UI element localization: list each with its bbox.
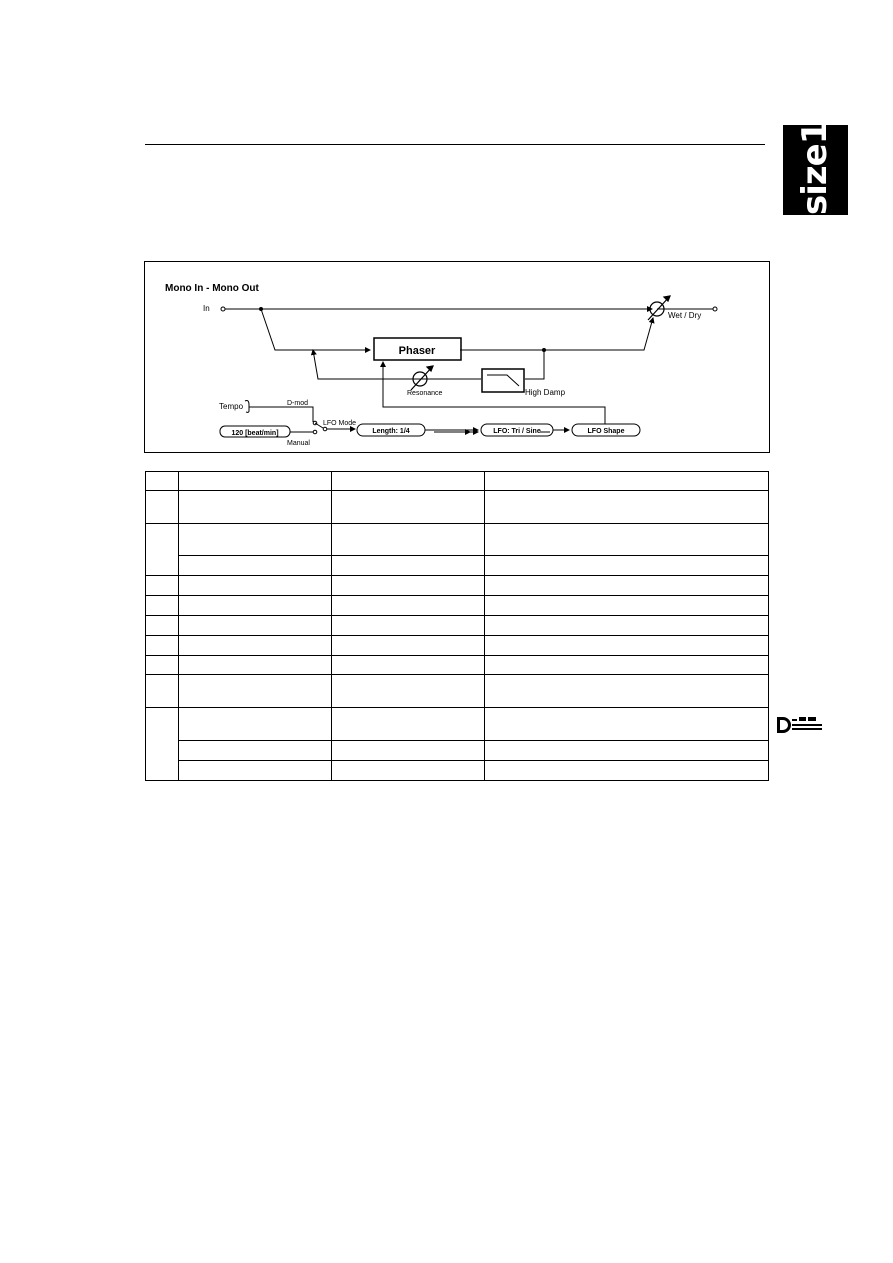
diagram-title: Mono In - Mono Out [165,283,259,294]
high-damp-filter-block [482,369,524,392]
table-cell [146,472,179,491]
table-row [146,741,769,761]
dmod-label: D-mod [287,400,309,407]
table-cell [485,576,769,596]
table-row [146,708,769,741]
table-row [146,491,769,524]
table-cell [178,524,331,556]
table-cell [178,556,331,576]
output-terminal [713,307,717,311]
table-cell [331,596,485,616]
table-cell [331,472,485,491]
feedback-tap-line [525,350,544,379]
in-label: In [203,304,210,313]
block-diagram [144,261,770,453]
lfo-wave-label: LFO: Tri / Sine [493,428,541,435]
table-cell [178,491,331,524]
table-row [146,761,769,781]
tempo-note-icon [245,401,249,413]
table-cell [331,616,485,636]
table-row [146,675,769,708]
table-cell [331,576,485,596]
table-cell [331,761,485,781]
table-row [146,576,769,596]
wet-dry-label: Wet / Dry [668,311,702,320]
table-cell [331,636,485,656]
table-row [146,616,769,636]
table-cell [331,556,485,576]
table-cell [485,761,769,781]
table-cell [146,616,179,636]
table-cell [178,472,331,491]
side-tab [783,121,848,215]
table-cell [331,491,485,524]
table-cell [178,675,331,708]
lfo-mode-label: LFO Mode [323,420,357,427]
parameter-table [145,471,769,781]
wet-dry-knob-icon [648,296,670,320]
dmod-logo-icon [776,716,824,734]
table-cell [485,616,769,636]
lfo-shape-label: LFO Shape [587,428,625,435]
table-cell [485,524,769,556]
phaser-input-line [261,309,370,350]
table-cell [485,741,769,761]
table-cell [331,656,485,675]
table-cell [331,675,485,708]
table-cell [485,491,769,524]
table-cell [146,596,179,616]
table-cell [178,741,331,761]
table-cell [331,708,485,741]
bpm-label: 120 [beat/min] [231,430,279,437]
feedback-node [542,348,546,352]
table-cell [485,596,769,616]
table-row [146,556,769,576]
table-cell [146,675,179,708]
table-cell [146,576,179,596]
table-cell [146,491,179,524]
table-cell [146,708,179,781]
table-row [146,656,769,675]
signal-flow-svg [145,262,771,454]
tempo-label: Tempo [219,402,244,411]
table-cell [146,524,179,576]
table-cell [146,636,179,656]
table-row [146,472,769,491]
table-cell [178,636,331,656]
high-damp-label: High Damp [525,388,566,397]
table-cell [178,576,331,596]
table-cell [485,708,769,741]
table-cell [485,675,769,708]
phaser-label: Phaser [398,345,436,357]
resonance-knob-icon [411,366,433,390]
table-cell [485,472,769,491]
side-tab-label: size1 [795,121,835,215]
table-row [146,524,769,556]
header-rule [145,144,765,145]
table-row [146,636,769,656]
feedback-return-line [313,350,481,379]
input-terminal [221,307,225,311]
table-cell [178,616,331,636]
table-cell [146,656,179,675]
table-cell [178,708,331,741]
table-cell [485,636,769,656]
table-cell [331,524,485,556]
table-cell [331,741,485,761]
manual-label: Manual [287,440,310,447]
table-cell [178,656,331,675]
table-cell [178,596,331,616]
table-cell [485,556,769,576]
lfo-mode-switch [315,423,323,428]
length-label: Length: 1/4 [372,428,410,435]
table-cell [178,761,331,781]
table-cell [485,656,769,675]
table-row [146,596,769,616]
branch-node [259,307,263,311]
resonance-label: Resonance [407,390,443,397]
wet-signal-line [460,318,653,350]
